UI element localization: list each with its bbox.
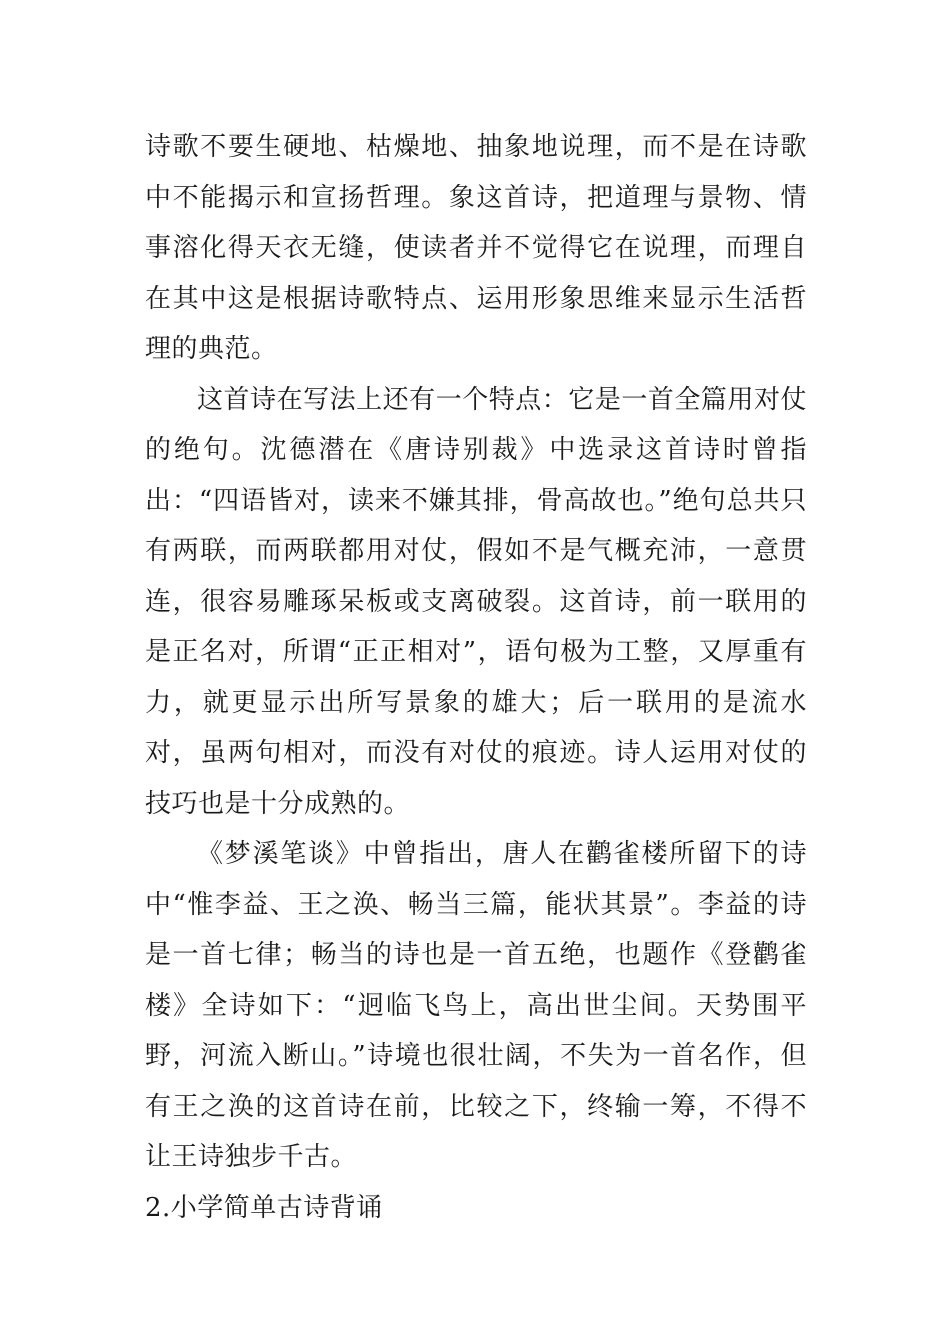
- paragraph-3: 《梦溪笔谈》中曾指出，唐人在鹳雀楼所留下的诗中“惟李益、王之涣、畅当三篇，能状其景”。李益的诗是一首七律；畅当的诗也是一首五绝，也题作《登鹳雀楼》全诗如下：“迥临飞鸟上，高出世尘间。天势围平野，河流入断山。”诗境也很壮阔，不失为一首名作，但有王之涣的这首诗在前，比较之下，终输一筹，不得不让王诗独步千古。: [145, 839, 807, 1172]
- section-heading: 2.小学简单古诗背诵: [145, 1192, 383, 1223]
- paragraph-2: 这首诗在写法上还有一个特点：它是一首全篇用对仗的绝句。沈德潜在《唐诗别裁》中选录这首诗时曾指出：“四语皆对，读来不嫌其排，骨高故也。”绝句总共只有两联，而两联都用对仗，假如不是气概充沛，一意贯连，很容易雕琢呆板或支离破裂。这首诗，前一联用的是正名对，所谓“正正相对”，语句极为工整，又厚重有力，就更显示出所写景象的雄大；后一联用的是流水对，虽两句相对，而没有对仗的痕迹。诗人运用对仗的技巧也是十分成熟的。: [145, 384, 807, 819]
- document-body: [145, 122, 807, 1233]
- paragraph-1: 诗歌不要生硬地、枯燥地、抽象地说理，而不是在诗歌中不能揭示和宣扬哲理。象这首诗，把道理与景物、情事溶化得天衣无缝，使读者并不觉得它在说理，而理自在其中这是根据诗歌特点、运用形象思维来显示生活哲理的典范。: [145, 132, 807, 364]
